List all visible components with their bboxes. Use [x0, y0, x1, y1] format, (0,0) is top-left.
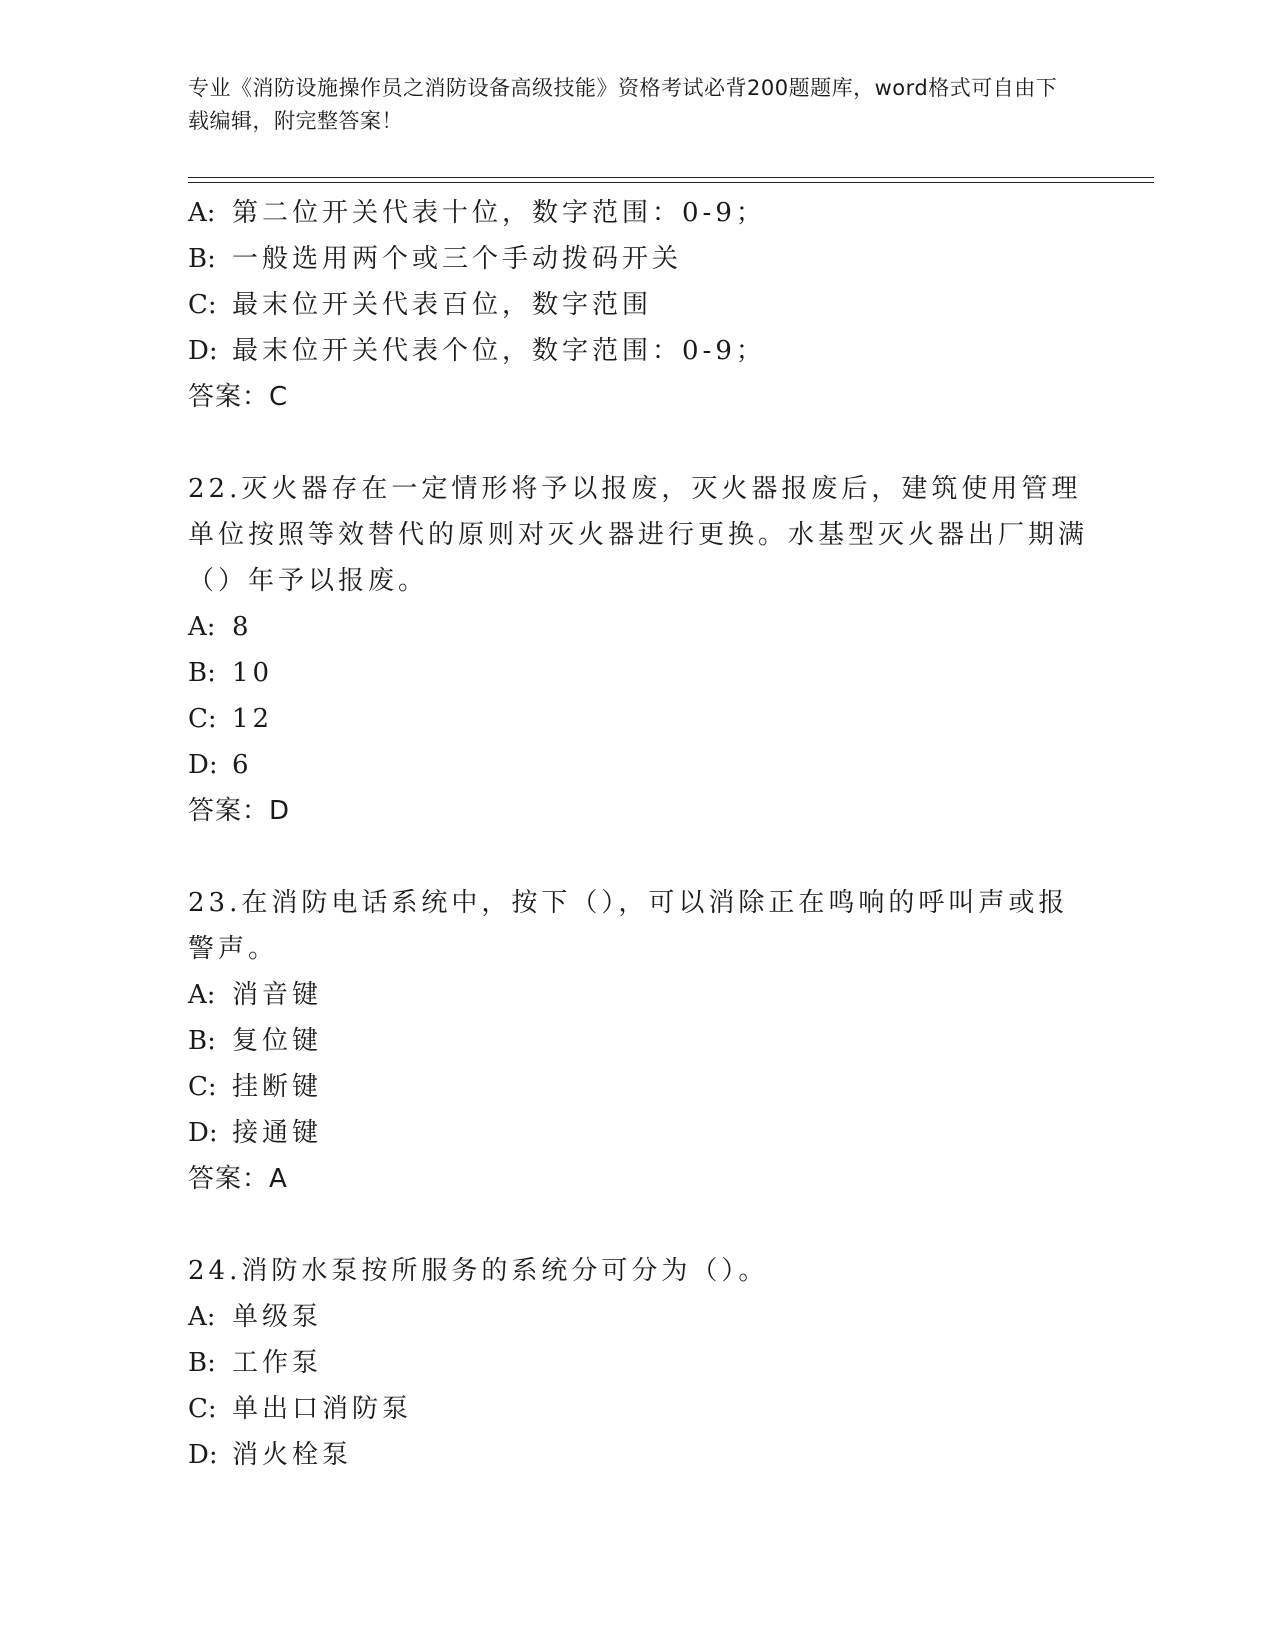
option-c: C: 单出口消防泵 [188, 1394, 413, 1424]
option-d: D: 消火栓泵 [188, 1440, 353, 1470]
option-a: A: 第二位开关代表十位，数字范围：0-9； [188, 198, 766, 228]
option-d: D: 接通键 [188, 1118, 323, 1148]
answer-line: 答案：C [188, 382, 289, 412]
option-a: A: 8 [188, 612, 253, 642]
question-text: 23.在消防电话系统中，按下（），可以消除正在鸣响的呼叫声或报警声。 [188, 888, 1069, 964]
question-22 [188, 466, 1088, 834]
option-a: A: 单级泵 [188, 1302, 323, 1332]
question-text: 22.灭火器存在一定情形将予以报废，灭火器报废后，建筑使用管理单位按照等效替代的原则对灭火器进行更换。水基型灭火器出厂期满（）年予以报废。 [188, 474, 1089, 596]
header-rule-top [188, 177, 1154, 178]
option-b: B: 复位键 [188, 1026, 323, 1056]
question-21-continued [188, 190, 1088, 420]
question-list [188, 190, 1088, 1478]
option-c: C: 挂断键 [188, 1072, 323, 1102]
option-c: C: 最末位开关代表百位，数字范围 [188, 290, 653, 320]
option-b: B: 10 [188, 658, 274, 688]
answer-line: 答案：D [188, 796, 291, 826]
option-a: A: 消音键 [188, 980, 323, 1010]
answer-line: 答案：A [188, 1164, 288, 1194]
option-c: C: 12 [188, 704, 274, 734]
option-d: D: 最末位开关代表个位，数字范围：0-9； [188, 336, 766, 366]
question-24 [188, 1248, 1088, 1478]
document-header: 专业《消防设施操作员之消防设备高级技能》资格考试必背200题题库，word格式可自由下载编辑，附完整答案！ [188, 76, 1058, 133]
option-b: B: 一般选用两个或三个手动拨码开关 [188, 244, 683, 274]
header-rule-bottom [188, 182, 1154, 183]
option-d: D: 6 [188, 750, 253, 780]
question-text: 24.消防水泵按所服务的系统分可分为（）。 [188, 1256, 769, 1286]
option-b: B: 工作泵 [188, 1348, 323, 1378]
question-23 [188, 880, 1088, 1202]
